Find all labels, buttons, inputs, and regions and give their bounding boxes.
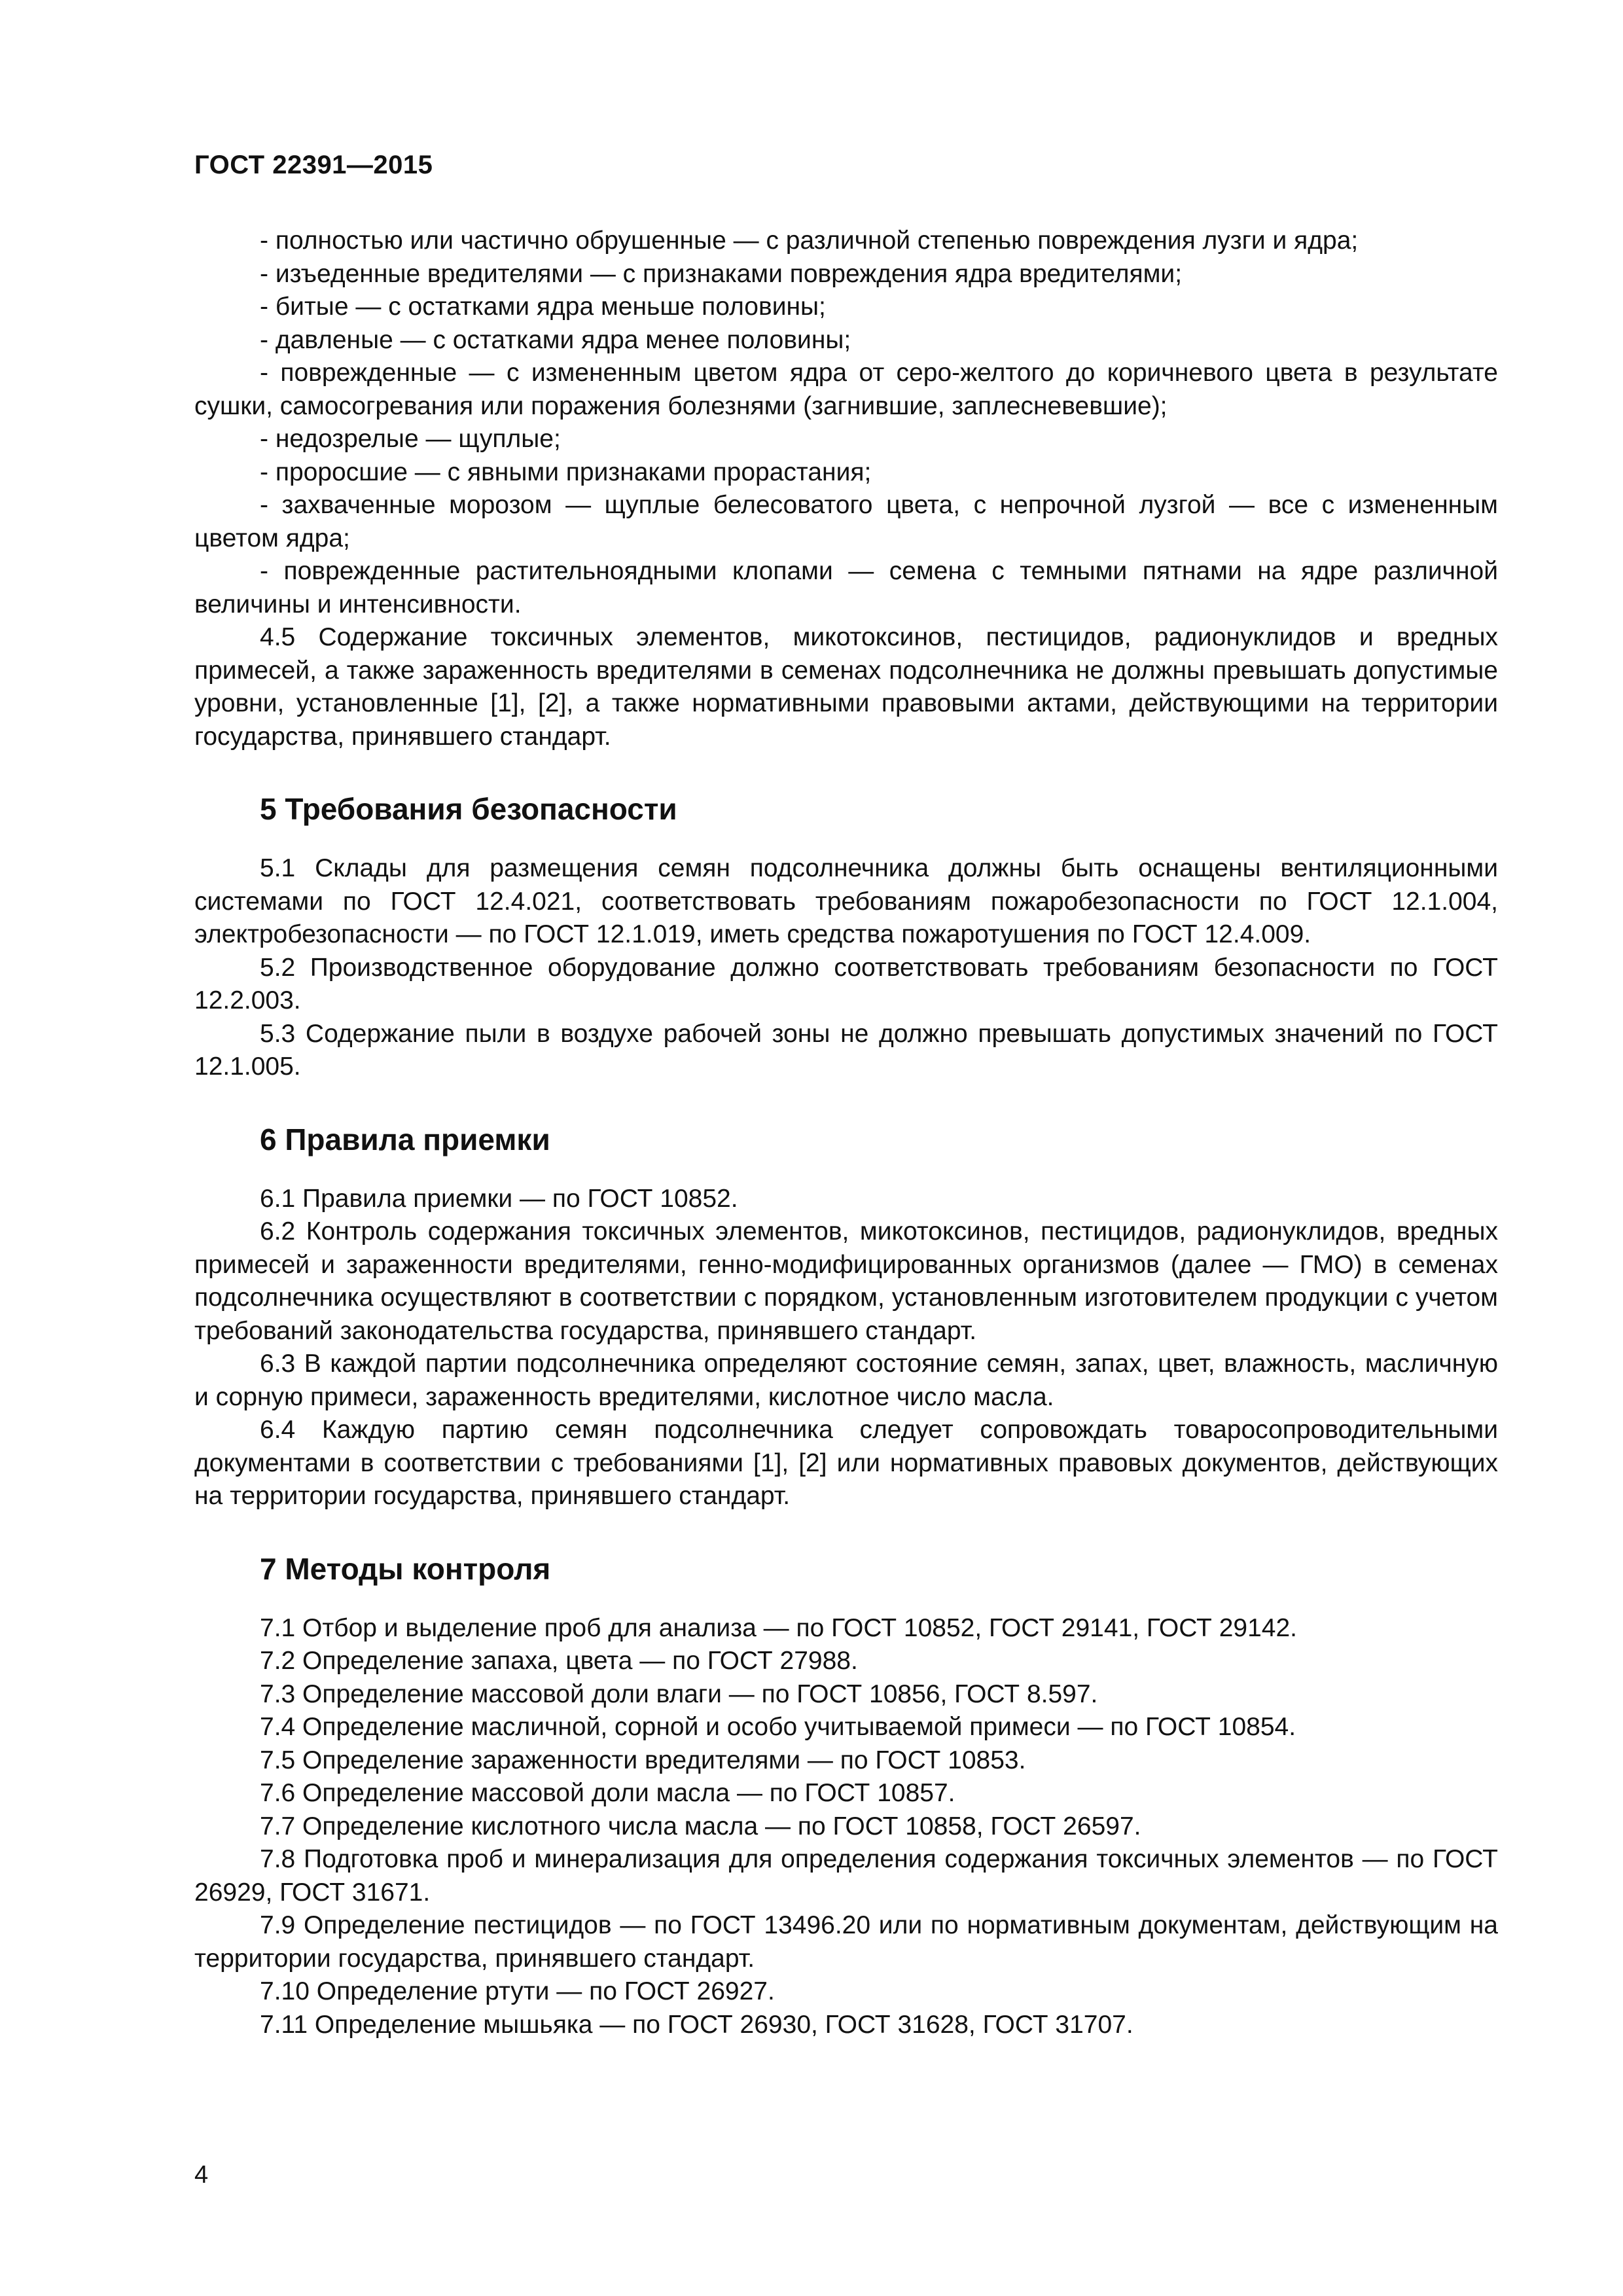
paragraph-6-2: 6.2 Контроль содержания токсичных элементов, микотоксинов, пестицидов, радионуклидов, вредных примесей и зараженности вредителями, генно-модифицированных организмов (далее — ГМО) в семенах подсолнечника осуществляют в соответствии с порядком, установленным изготовителем продукции с учетом требований законодательства государства, принявшего стандарт. <box>194 1217 1498 1345</box>
paragraph-4-5: 4.5 Содержание токсичных элементов, микотоксинов, пестицидов, радионуклидов и вредных примесей, а также зараженность вредителями в семенах подсолнечника не должны превышать допустимые уровни, установленные [1], [2], а также нормативными правовыми актами, действующими на территории государства, принявшего стандарт. <box>194 623 1498 751</box>
method-item: 7.3 Определение массовой доли влаги — по ГОСТ 10856, ГОСТ 8.597. <box>260 1679 1098 1708</box>
section-5-heading: 5 Требования безопасности <box>260 792 677 826</box>
list-item: - поврежденные растительноядными клопами — семена с темными пятнами на ядре различной величины и интенсивности. <box>194 557 1498 619</box>
document-body <box>194 224 1498 2041</box>
document-header: ГОСТ 22391—2015 <box>194 151 433 179</box>
method-item: 7.11 Определение мышьяка — по ГОСТ 26930, ГОСТ 31628, ГОСТ 31707. <box>260 2010 1133 2039</box>
section-7-heading: 7 Методы контроля <box>260 1551 551 1586</box>
section-6-heading: 6 Правила приемки <box>260 1122 550 1157</box>
method-item: 7.2 Определение запаха, цвета — по ГОСТ 27988. <box>260 1647 858 1675</box>
method-item: 7.8 Подготовка проб и минерализация для определения содержания токсичных элементов — по ГОСТ 26929, ГОСТ 31671. <box>194 1845 1498 1907</box>
method-item: 7.7 Определение кислотного числа масла — по ГОСТ 10858, ГОСТ 26597. <box>260 1812 1141 1840</box>
method-item: 7.10 Определение ртути — по ГОСТ 26927. <box>260 1977 775 2005</box>
method-item: 7.4 Определение масличной, сорной и особо учитываемой примеси — по ГОСТ 10854. <box>260 1713 1296 1741</box>
list-item: - изъеденные вредителями — с признаками повреждения ядра вредителями; <box>260 259 1183 288</box>
paragraph-5-1: 5.1 Склады для размещения семян подсолнечника должны быть оснащены вентиляционными системами по ГОСТ 12.4.021, соответствовать требованиям пожаробезопасности по ГОСТ 12.1.004, электробезопасности — по ГОСТ 12.1.019, иметь средства пожаротушения по ГОСТ 12.4.009. <box>194 854 1498 948</box>
paragraph-6-1: 6.1 Правила приемки — по ГОСТ 10852. <box>260 1184 738 1213</box>
list-item: - поврежденные — с измененным цветом ядра от серо-желтого до коричневого цвета в результате сушки, самосогревания или поражения болезнями (загнившие, заплесневевшие); <box>194 359 1498 420</box>
list-item: - захваченные морозом — щуплые белесоватого цвета, с непрочной лузгой — все с измененным цветом ядра; <box>194 491 1498 552</box>
method-item: 7.9 Определение пестицидов — по ГОСТ 13496.20 или по нормативным документам, действующим на территории государства, принявшего стандарт. <box>194 1911 1498 1973</box>
list-item: - проросшие — с явными признаками прорастания; <box>260 457 872 486</box>
paragraph-5-2: 5.2 Производственное оборудование должно соответствовать требованиям безопасности по ГОСТ 12.2.003. <box>194 953 1498 1014</box>
list-item: - полностью или частично обрушенные — с различной степенью повреждения лузги и ядра; <box>260 226 1359 255</box>
list-item: - давленые — с остатками ядра менее половины; <box>260 325 851 354</box>
list-item: - битые — с остатками ядра меньше половины; <box>260 293 826 321</box>
list-item: - недозрелые — щуплые; <box>260 425 561 453</box>
paragraph-6-4: 6.4 Каждую партию семян подсолнечника следует сопровождать товаросопроводительными документами в соответствии с требованиями [1], [2] или нормативных правовых документов, действующих на территории государства, принявшего стандарт. <box>194 1416 1498 1510</box>
paragraph-6-3: 6.3 В каждой партии подсолнечника определяют состояние семян, запах, цвет, влажность, масличную и сорную примеси, зараженность вредителями, кислотное число масла. <box>194 1350 1498 1411</box>
method-item: 7.5 Определение зараженности вредителями — по ГОСТ 10853. <box>260 1746 1026 1774</box>
method-item: 7.6 Определение массовой доли масла — по ГОСТ 10857. <box>260 1779 955 1807</box>
paragraph-5-3: 5.3 Содержание пыли в воздухе рабочей зоны не должно превышать допустимых значений по ГОСТ 12.1.005. <box>194 1019 1498 1081</box>
method-item: 7.1 Отбор и выделение проб для анализа — по ГОСТ 10852, ГОСТ 29141, ГОСТ 29142. <box>260 1613 1298 1642</box>
page-number: 4 <box>194 2161 209 2189</box>
